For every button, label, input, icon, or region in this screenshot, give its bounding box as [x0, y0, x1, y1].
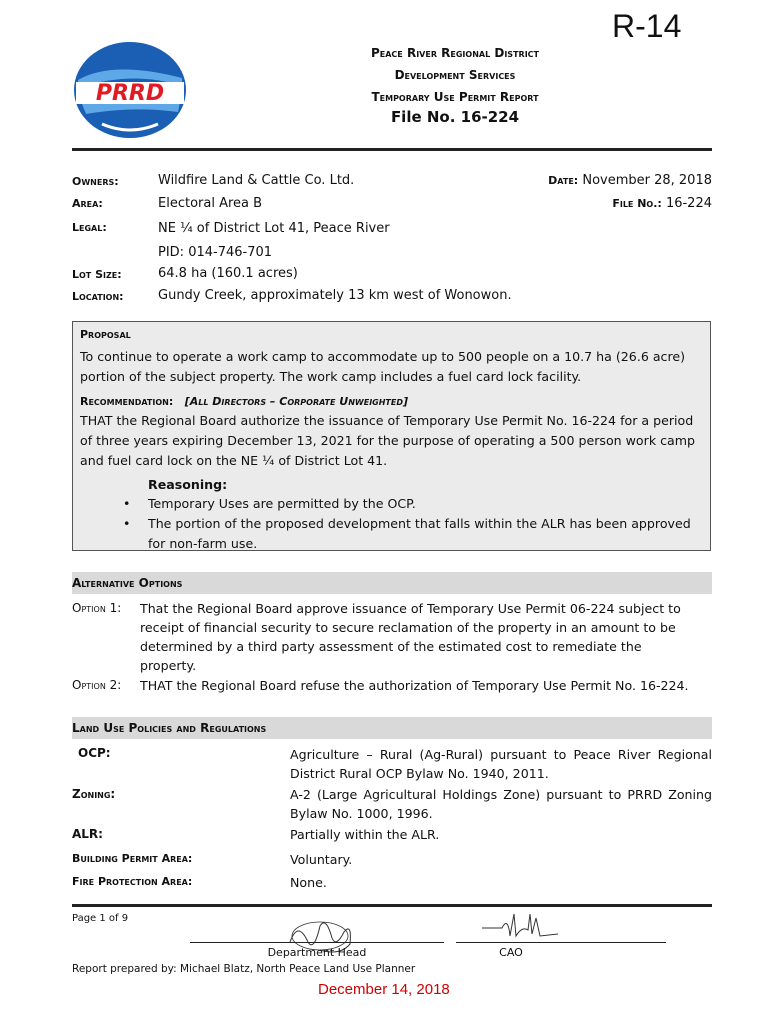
cao-label: CAO: [499, 946, 523, 959]
area-value: Electoral Area B: [158, 196, 263, 211]
prepared-by: Report prepared by: Michael Blatz, North Peace Land Use Planner: [72, 963, 416, 975]
reason-item-2: The portion of the proposed development that falls within the ALR has been approved for non-farm use.: [148, 516, 691, 551]
header-divider: [72, 148, 712, 151]
reason-bullet-2: •: [123, 516, 131, 531]
cao-signature: [478, 906, 568, 946]
date-value: November 28, 2018: [582, 173, 712, 188]
option2-label: Option 2:: [72, 678, 122, 692]
svg-text:PRRD: PRRD: [95, 81, 165, 106]
alternatives-heading: Alternative Options: [72, 576, 183, 590]
date-block: [548, 173, 712, 188]
fire-protection-label: Fire Protection Area:: [72, 875, 193, 888]
location-label: Location:: [72, 290, 124, 303]
reason-bullet-1: •: [123, 496, 131, 511]
building-permit-value: Voluntary.: [290, 852, 353, 867]
alr-value: Partially within the ALR.: [290, 827, 440, 842]
legal-label: Legal:: [72, 221, 107, 234]
prrd-logo: [72, 40, 188, 140]
location-value: Gundy Creek, approximately 13 km west of Wonowon.: [158, 288, 512, 303]
option1-text: That the Regional Board approve issuance of Temporary Use Permit 06-224 subject to receipt of financial security to secure reclamation of the property in an amount to be determined by a third party assessment of the estimated cost to remediate the property.: [140, 601, 681, 673]
reasoning-heading: Reasoning:: [148, 477, 228, 492]
header-file-number: File No. 16-224: [390, 108, 520, 126]
owners-label: Owners:: [72, 175, 119, 188]
cao-line: [456, 942, 666, 943]
stamp-date: December 14, 2018: [318, 981, 450, 998]
proposal-heading: Proposal: [80, 328, 131, 341]
ocp-label: OCP:: [78, 746, 111, 760]
recommendation-text: THAT the Regional Board authorize the issuance of Temporary Use Permit No. 16-224 for a period of three years expiring December 13, 2021 for the purpose of operating a 500 person work camp and fuel card lock on the NE ¼ of District Lot 41.: [80, 413, 696, 468]
fire-protection-value: None.: [290, 875, 327, 890]
recommendation-line: [80, 395, 408, 408]
pid-value: PID: 014-746-701: [158, 245, 273, 260]
owners-value: Wildfire Land & Cattle Co. Ltd.: [158, 173, 355, 188]
alr-label: ALR:: [72, 827, 103, 841]
header-department: Development Services: [394, 68, 516, 82]
zoning-label: Zoning:: [72, 787, 116, 801]
file-no-value: 16-224: [665, 196, 712, 211]
lot-size-value: 64.8 ha (160.1 acres): [158, 266, 298, 281]
ocp-value: Agriculture – Rural (Ag-Rural) pursuant to Peace River Regional District Rural OCP Bylaw No. 1940, 2011.: [290, 747, 712, 781]
option2-text: THAT the Regional Board refuse the authorization of Temporary Use Permit No. 16-224.: [140, 678, 689, 693]
recommendation-heading: Recommendation:: [80, 395, 174, 408]
option1-label: Option 1:: [72, 601, 122, 615]
proposal-text: To continue to operate a work camp to accommodate up to 500 people on a 10.7 ha (26.6 acre) portion of the subject property. The work camp includes a fuel card lock facility.: [80, 349, 686, 384]
recommendation-tag: [All Directors – Corporate Unweighted]: [184, 395, 409, 408]
building-permit-label: Building Permit Area:: [72, 852, 193, 865]
date-label: Date:: [548, 174, 579, 187]
proposal-box: [72, 321, 711, 551]
area-label: Area:: [72, 197, 103, 210]
zoning-value: A-2 (Large Agricultural Holdings Zone) pursuant to PRRD Zoning Bylaw No. 1000, 1996.: [290, 787, 712, 821]
header-report-type: Temporary Use Permit Report: [371, 90, 539, 104]
department-head-label: Department Head: [267, 946, 367, 959]
report-number: R-14: [612, 8, 682, 44]
footer-divider: [72, 904, 712, 907]
file-no-label: File No.:: [612, 197, 662, 210]
lot-size-label: Lot Size:: [72, 268, 122, 281]
page-number: Page 1 of 9: [72, 913, 129, 924]
file-no-block: [612, 196, 712, 211]
department-head-line: [190, 942, 444, 943]
reason-item-1: Temporary Uses are permitted by the OCP.: [148, 496, 416, 511]
legal-value: NE ¼ of District Lot 41, Peace River: [158, 221, 390, 236]
header-org: Peace River Regional District: [370, 46, 539, 60]
land-use-heading: Land Use Policies and Regulations: [72, 721, 267, 735]
